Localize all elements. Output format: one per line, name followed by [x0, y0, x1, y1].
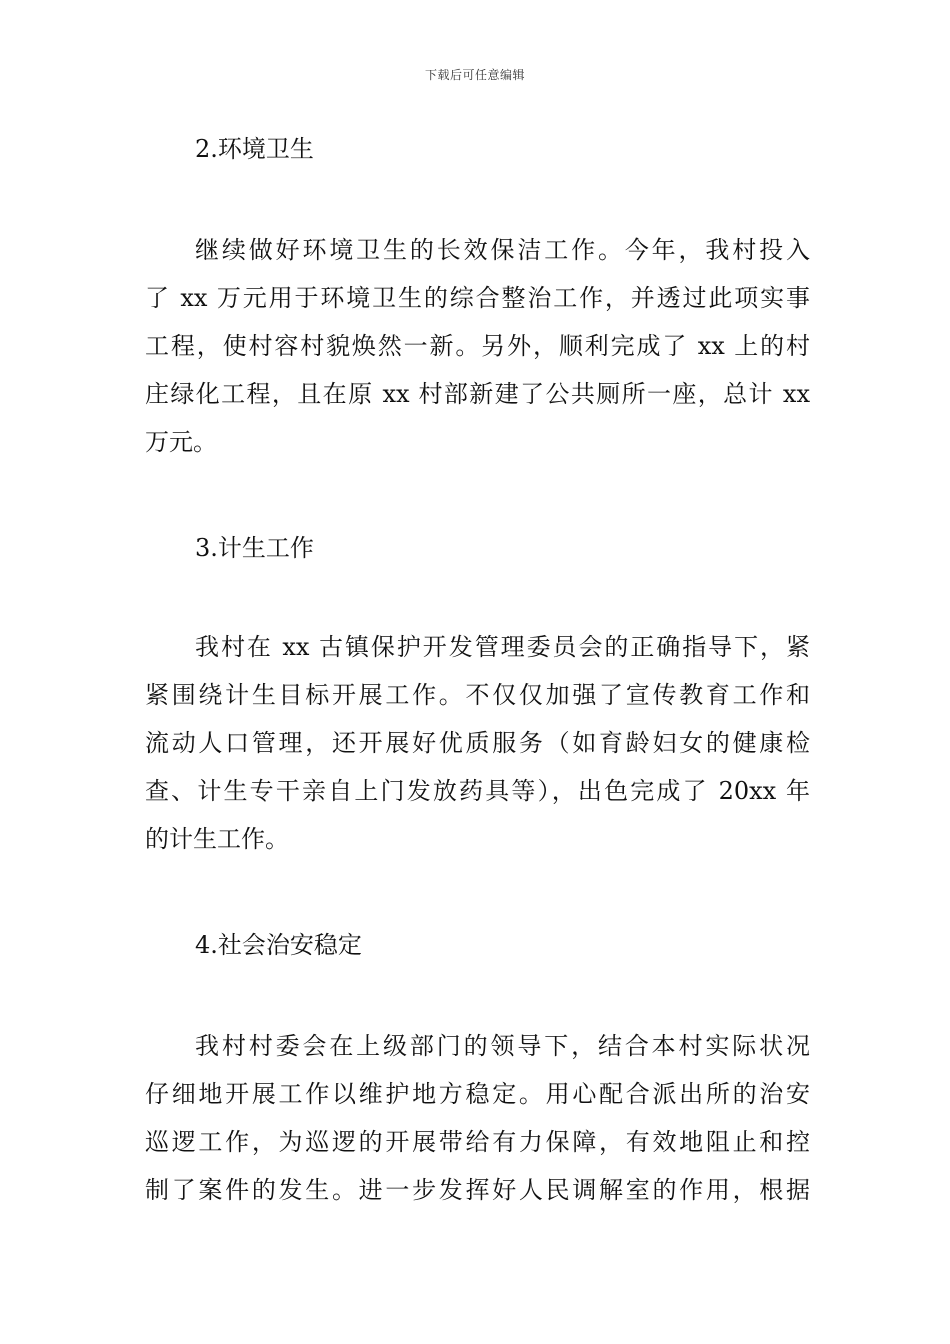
page-header: 下载后可任意编辑	[424, 68, 525, 82]
paragraph-line: 紧围绕计生目标开展工作。不仅仅加强了宣传教育工作和	[145, 681, 810, 709]
section-heading-environment: 2.环境卫生	[195, 135, 314, 163]
paragraph-line: 了 xx 万元用于环境卫生的综合整治工作，并透过此项实事	[145, 284, 810, 312]
paragraph-line: 万元。	[145, 428, 217, 456]
paragraph-line: 我村在 xx 古镇保护开发管理委员会的正确指导下，紧	[195, 633, 810, 661]
paragraph-line: 查、计生专干亲自上门发放药具等），出色完成了 20xx 年	[145, 777, 810, 805]
paragraph-line: 流动人口管理，还开展好优质服务（如育龄妇女的健康检	[145, 729, 810, 757]
paragraph-line: 的计生工作。	[145, 825, 289, 853]
paragraph-line: 巡逻工作，为巡逻的开展带给有力保障，有效地阻止和控	[145, 1128, 810, 1156]
paragraph-environment	[145, 226, 810, 466]
section-heading-family-planning: 3.计生工作	[195, 534, 314, 562]
paragraph-line: 制了案件的发生。进一步发挥好人民调解室的作用，根据	[145, 1176, 810, 1204]
paragraph-family-planning	[145, 623, 810, 863]
paragraph-line: 继续做好环境卫生的长效保洁工作。今年，我村投入	[195, 236, 810, 264]
paragraph-line: 仔细地开展工作以维护地方稳定。用心配合派出所的治安	[145, 1080, 810, 1108]
section-heading-public-security: 4.社会治安稳定	[195, 931, 362, 959]
paragraph-line: 工程，使村容村貌焕然一新。另外，顺利完成了 xx 上的村	[145, 332, 810, 360]
paragraph-line: 我村村委会在上级部门的领导下，结合本村实际状况	[195, 1032, 810, 1060]
paragraph-public-security	[145, 1022, 810, 1214]
paragraph-line: 庄绿化工程，且在原 xx 村部新建了公共厕所一座，总计 xx	[145, 380, 810, 408]
